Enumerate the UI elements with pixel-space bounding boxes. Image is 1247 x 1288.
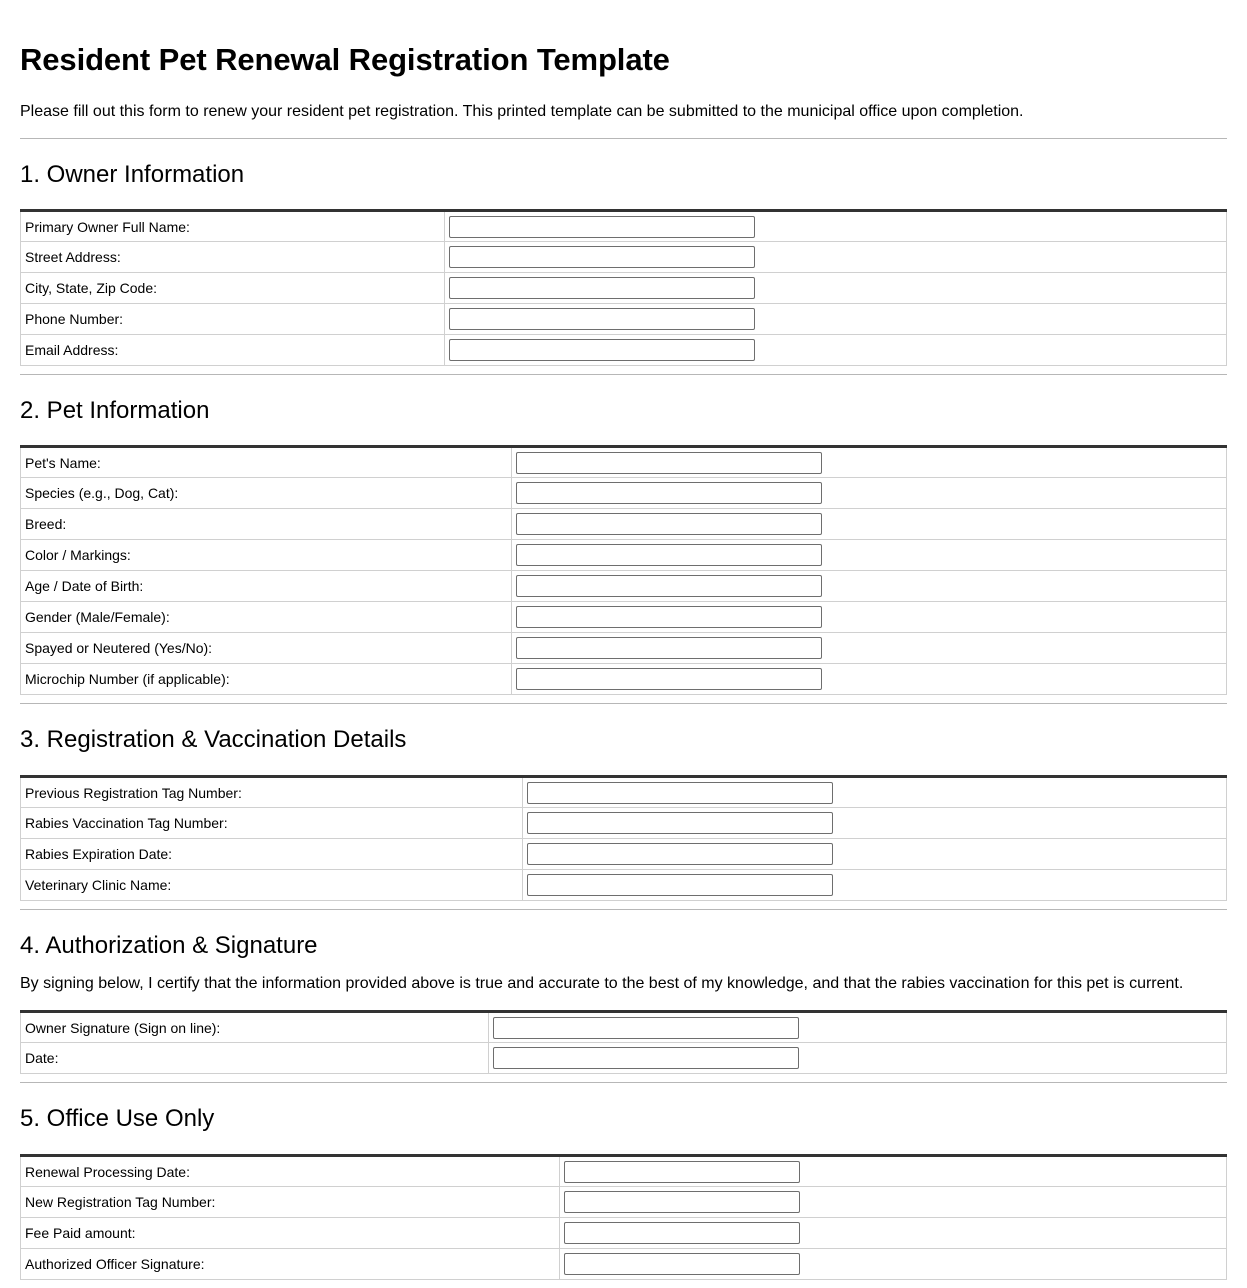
previous-tag-number-input[interactable] [527,782,833,804]
form-row [21,870,1227,901]
field-label: Authorized Officer Signature: [21,1249,560,1280]
field-label: Rabies Expiration Date: [21,839,523,870]
field-label: Date: [21,1043,489,1074]
form-row [21,1012,1227,1043]
field-cell [445,211,1227,242]
field-label: Age / Date of Birth: [21,571,512,602]
section-office-use-only [20,1104,1227,1280]
owner-signature-input[interactable] [493,1017,799,1039]
field-cell [523,839,1227,870]
field-label: Pet's Name: [21,447,512,478]
field-cell [512,571,1227,602]
field-cell [489,1043,1227,1074]
color-markings-input[interactable] [516,544,822,566]
form-row [21,304,1227,335]
form-row [21,447,1227,478]
field-label: Email Address: [21,335,445,366]
form-row [21,1156,1227,1187]
form-row [21,211,1227,242]
field-label: Phone Number: [21,304,445,335]
pet-name-input[interactable] [516,452,822,474]
spayed-neutered-input[interactable] [516,637,822,659]
owner-information-table [20,209,1227,366]
section-divider [20,1082,1227,1083]
field-label: Owner Signature (Sign on line): [21,1012,489,1043]
field-label: Renewal Processing Date: [21,1156,560,1187]
field-cell [512,540,1227,571]
field-label: Fee Paid amount: [21,1218,560,1249]
field-cell [445,335,1227,366]
renewal-processing-date-input[interactable] [564,1161,800,1183]
field-cell [523,870,1227,901]
field-label: Previous Registration Tag Number: [21,777,523,808]
form-row [21,571,1227,602]
section-heading: 3. Registration & Vaccination Details [20,726,407,753]
phone-number-input[interactable] [449,308,755,330]
field-label: Color / Markings: [21,540,512,571]
gender-input[interactable] [516,606,822,628]
field-label: New Registration Tag Number: [21,1187,560,1218]
field-cell [512,509,1227,540]
form-row [21,335,1227,366]
age-dob-input[interactable] [516,575,822,597]
field-label: Breed: [21,509,512,540]
intro-text: Please fill out this form to renew your resident pet registration. This printed template can be submitted to the municipal office upon completion. [20,103,1024,120]
officer-signature-input[interactable] [564,1253,800,1275]
new-tag-number-input[interactable] [564,1191,800,1213]
fee-paid-input[interactable] [564,1222,800,1244]
form-row [21,540,1227,571]
form-row [21,509,1227,540]
section-heading: 1. Owner Information [20,161,245,188]
section-divider [20,703,1227,704]
field-cell [560,1156,1227,1187]
section-heading: 5. Office Use Only [20,1105,215,1132]
field-label: City, State, Zip Code: [21,273,445,304]
field-cell [523,777,1227,808]
field-label: Rabies Vaccination Tag Number: [21,808,523,839]
form-row [21,478,1227,509]
signature-date-input[interactable] [493,1047,799,1069]
field-cell [445,273,1227,304]
field-cell [523,808,1227,839]
breed-input[interactable] [516,513,822,535]
form-row [21,1218,1227,1249]
rabies-tag-number-input[interactable] [527,812,833,834]
primary-owner-name-input[interactable] [449,216,755,238]
field-cell [512,602,1227,633]
rabies-expiration-date-input[interactable] [527,843,833,865]
form-row [21,602,1227,633]
section-authorization-signature [20,931,1227,1074]
form-row [21,273,1227,304]
section-divider [20,909,1227,910]
certification-statement: By signing below, I certify that the information provided above is true and accurate to the best of my knowledge, and that the rabies vaccination for this pet is current. [20,975,1184,992]
section-heading: 2. Pet Information [20,397,210,424]
field-label: Microchip Number (if applicable): [21,664,512,695]
veterinary-clinic-input[interactable] [527,874,833,896]
section-divider [20,138,1227,139]
field-cell [560,1187,1227,1218]
section-heading: 4. Authorization & Signature [20,932,318,959]
registration-vaccination-table [20,775,1227,901]
form-row [21,1043,1227,1074]
field-label: Spayed or Neutered (Yes/No): [21,633,512,664]
field-label: Primary Owner Full Name: [21,211,445,242]
form-row [21,664,1227,695]
field-cell [445,242,1227,273]
field-cell [560,1218,1227,1249]
field-cell [445,304,1227,335]
field-label: Species (e.g., Dog, Cat): [21,478,512,509]
species-input[interactable] [516,482,822,504]
form-row [21,839,1227,870]
email-address-input[interactable] [449,339,755,361]
authorization-table [20,1010,1227,1074]
pet-information-table [20,445,1227,695]
office-use-table [20,1154,1227,1280]
form-row [21,808,1227,839]
field-cell [489,1012,1227,1043]
section-divider [20,374,1227,375]
form-row [21,633,1227,664]
field-label: Street Address: [21,242,445,273]
microchip-number-input[interactable] [516,668,822,690]
section-owner-information [20,160,1227,366]
form-row [21,1249,1227,1280]
field-cell [512,633,1227,664]
street-address-input[interactable] [449,246,755,268]
city-state-zip-input[interactable] [449,277,755,299]
section-registration-vaccination [20,725,1227,901]
form-row [21,1187,1227,1218]
form-row [21,777,1227,808]
field-cell [512,447,1227,478]
section-pet-information [20,396,1227,695]
form-row [21,242,1227,273]
field-cell [560,1249,1227,1280]
field-cell [512,664,1227,695]
field-label: Gender (Male/Female): [21,602,512,633]
page-title: Resident Pet Renewal Registration Template [20,42,670,77]
field-label: Veterinary Clinic Name: [21,870,523,901]
field-cell [512,478,1227,509]
